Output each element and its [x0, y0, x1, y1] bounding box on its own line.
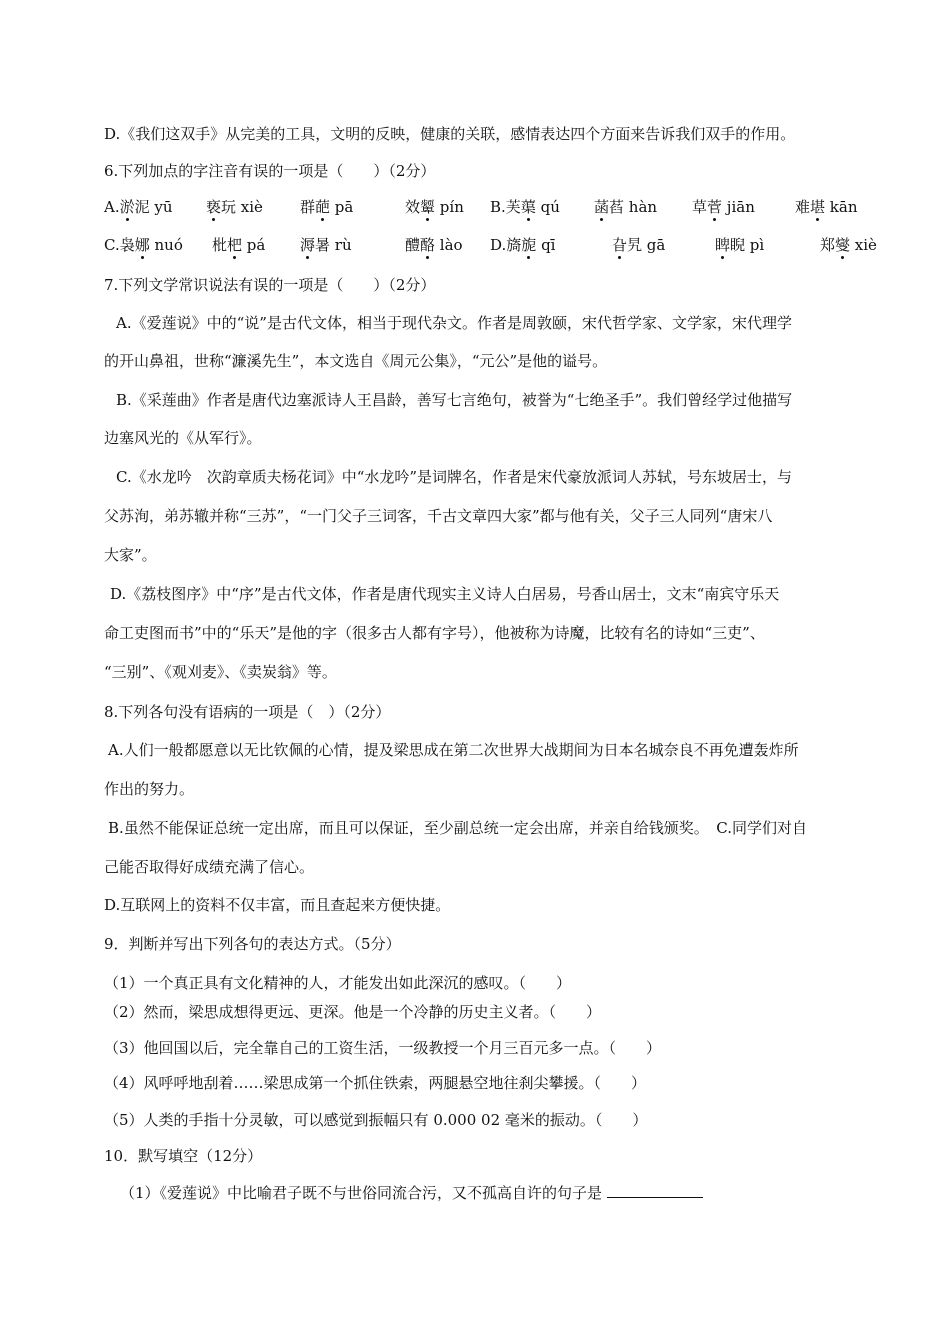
q7-option-d-line2: 命工吏图而书”中的“乐天”是他的字（很多古人都有字号），他被称为诗魔，比较有名的诗如“三吏”、: [104, 624, 765, 642]
q5-option-d: D.《我们这双手》从完美的工具，文明的反映，健康的关联，感情表达四个方面来告诉我们双手的作用。: [104, 125, 796, 143]
q6-item: A.淤泥 yū: [104, 198, 173, 216]
q9-item-1: （1）一个真正具有文化精神的人，才能发出如此深沉的感叹。（ ）: [104, 974, 572, 992]
q7-option-a-line2: 的开山鼻祖，世称“濂溪先生”，本文选自《周元公集》，“元公”是他的谥号。: [104, 352, 608, 370]
q6-item: D.旖旎 qī: [490, 236, 556, 254]
q7-option-b-line2: 边塞风光的《从军行》。: [104, 429, 262, 447]
q6-item: 难堪 kān: [795, 198, 858, 216]
q9-item-5: （5）人类的手指十分灵敏，可以感觉到振幅只有 0.000 02 毫米的振动。（ ）: [104, 1111, 648, 1129]
q6-stem: 6.下列加点的字注音有误的一项是（ ）（2分）: [104, 162, 436, 180]
q7-option-c-line1: C.《水龙吟 次韵章质夫杨花词》中“水龙吟”是词牌名，作者是宋代豪放派词人苏轼，号东坡居士，与: [116, 468, 793, 486]
q6-item: 效颦 pín: [405, 198, 464, 216]
q9-stem: 9．判断并写出下列各句的表达方式。（5分）: [104, 935, 401, 953]
q9-item-2: （2）然而，梁思成想得更远、更深。他是一个冷静的历史主义者。（ ）: [104, 1003, 602, 1021]
q8-option-d: D.互联网上的资料不仅丰富，而且查起来方便快捷。: [104, 896, 451, 914]
q9-item-4: （4）风呼呼地刮着……梁思成第一个抓住铁索，两腿悬空地往刹尖攀援。（ ）: [104, 1074, 647, 1092]
q6-item: 旮旯 gā: [612, 236, 666, 254]
q6-item: 草菅 jiān: [692, 198, 755, 216]
q7-option-b-line1: B.《采莲曲》作者是唐代边塞派诗人王昌龄，善写七言绝句，被誉为“七绝圣手”。我们曾经学过他描写: [116, 391, 793, 409]
q6-item: 郑燮 xiè: [820, 236, 877, 254]
q6-item: 群葩 pā: [300, 198, 354, 216]
q6-item: 枇杷 pá: [212, 236, 266, 254]
answer-blank[interactable]: [607, 1183, 703, 1198]
q8-option-a-line2: 作出的努力。: [104, 780, 195, 798]
q7-option-a-line1: A.《爱莲说》中的“说”是古代文体，相当于现代杂文。作者是周敦颐，宋代哲学家、文学家，宋代理学: [116, 314, 792, 332]
q10-item-1: （1）《爱莲说》中比喻君子既不与世俗同流合污，又不孤高自许的句子是: [120, 1182, 703, 1204]
q7-option-c-line3: 大家”。: [104, 546, 157, 564]
q6-item: 亵玩 xiè: [206, 198, 263, 216]
q7-option-d-line3: “三别”、《观刈麦》、《卖炭翁》等。: [104, 663, 337, 681]
q7-option-c-line2: 父苏洵，弟苏辙并称“三苏”，“一门父子三词客，千古文章四大家”都与他有关，父子三人同列“唐宋八: [104, 507, 773, 525]
q8-option-bc-line2: 己能否取得好成绩充满了信心。: [104, 858, 315, 876]
q9-item-3: （3）他回国以后，完全靠自己的工资生活，一级教授一个月三百元多一点。（ ）: [104, 1039, 662, 1057]
q7-stem: 7.下列文学常识说法有误的一项是（ ）（2分）: [104, 276, 436, 294]
q6-item: 睥睨 pì: [715, 236, 765, 254]
q6-item: 溽暑 rù: [300, 236, 352, 254]
q10-stem: 10．默写填空（12分）: [104, 1147, 263, 1165]
q6-item: C.袅娜 nuó: [104, 236, 183, 254]
q6-item: 菡萏 hàn: [594, 198, 658, 216]
q8-option-bc-line1: B.虽然不能保证总统一定出席，而且可以保证，至少副总统一定会出席，并亲自给钱颁奖。 C.同学们对自: [108, 819, 808, 837]
q7-option-d-line1: D.《荔枝图序》中“序”是古代文体，作者是唐代现实主义诗人白居易，号香山居士，文末“南宾守乐天: [110, 585, 780, 603]
q6-item: B.芙蕖 qú: [490, 198, 560, 216]
q6-item: 醴酪 lào: [405, 236, 463, 254]
q8-stem: 8.下列各句没有语病的一项是（ ）（2分）: [104, 703, 391, 721]
q8-option-a-line1: A.人们一般都愿意以无比钦佩的心情，提及梁思成在第二次世界大战期间为日本名城奈良不再免遭轰炸所: [108, 741, 799, 759]
